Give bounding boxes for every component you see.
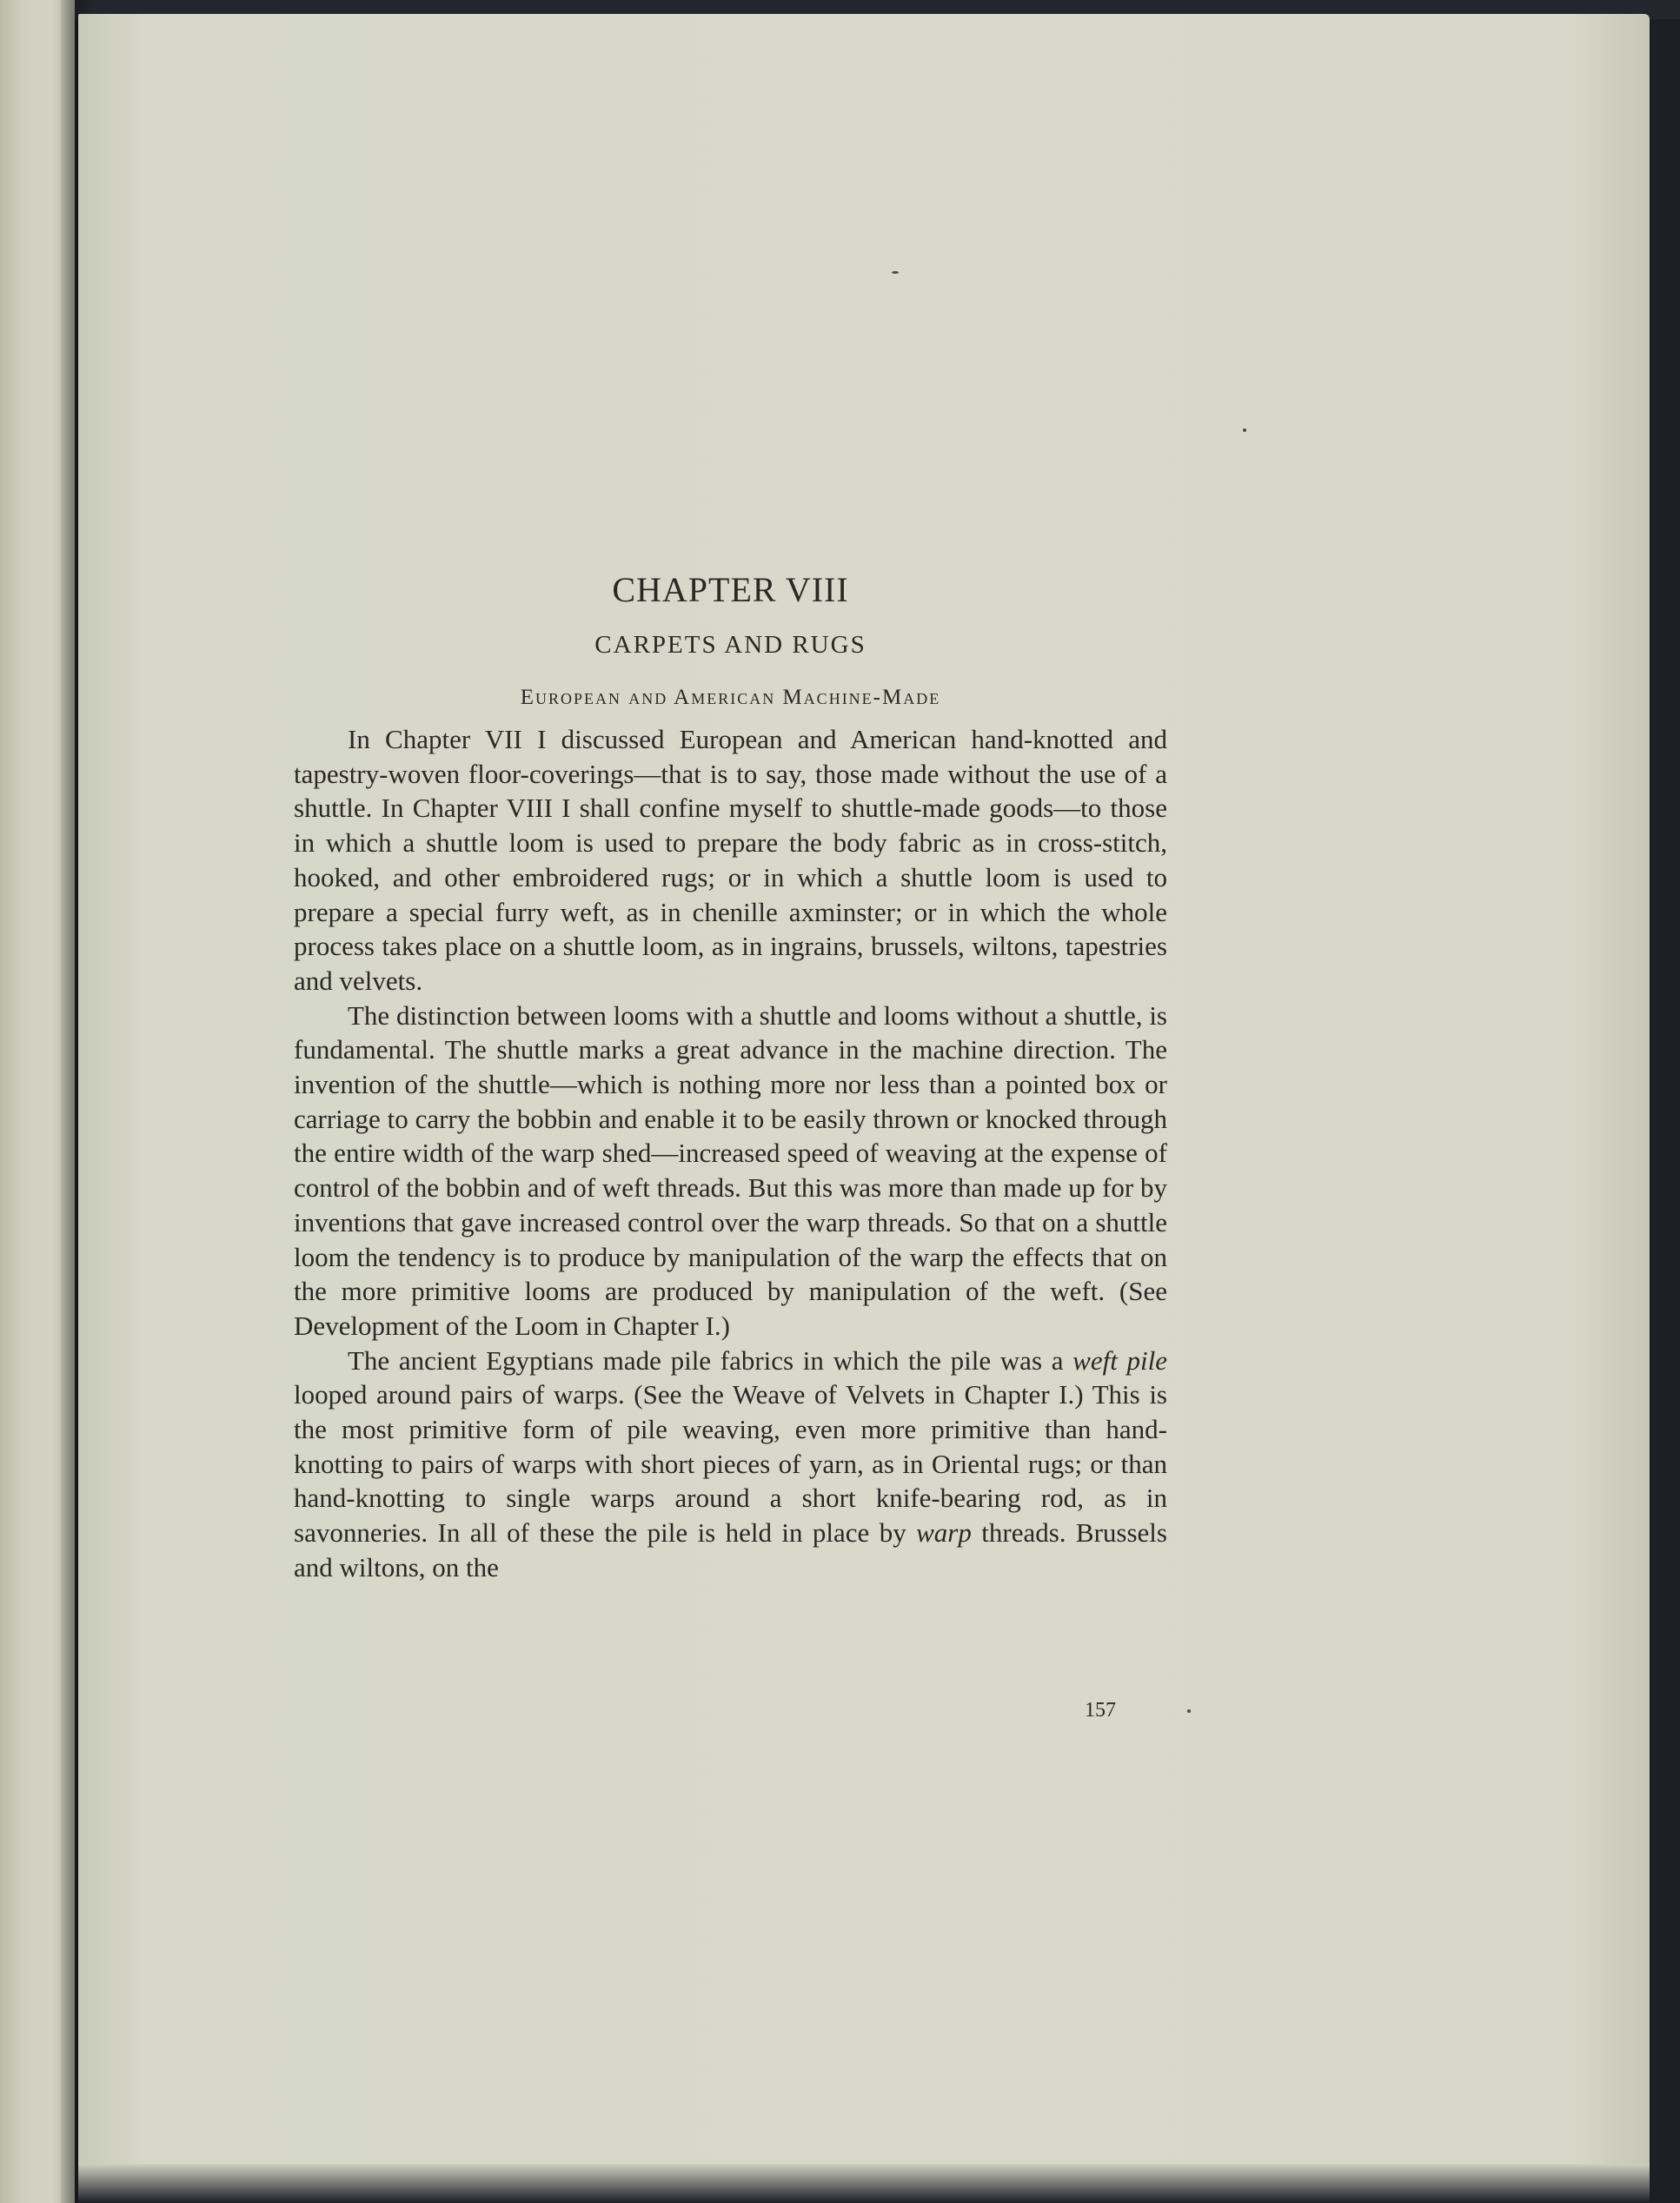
page-bottom-shadow	[78, 2164, 1650, 2203]
paragraph-3-text-b: looped around pairs of warps. (See the Weave of Velvets in Chapter I.) This is the most primitive form of pile weaving, even more primitive than hand-knotting to pairs of warps with short pieces of yarn, as in Oriental rugs; or than hand-knotting to single warps around a short knife-bearing rod, as in savonneries. In all of these the pile is held in place by	[294, 1379, 1167, 1549]
paragraph-1	[294, 722, 1167, 999]
page-number: 157	[1085, 1699, 1116, 1722]
paper-speck	[892, 271, 899, 274]
paragraph-2	[294, 999, 1167, 1344]
paragraph-3	[294, 1344, 1167, 1585]
paper-speck	[1187, 1709, 1191, 1713]
paragraph-1-text: In Chapter VII I discussed European and American hand-knotted and tapestry-woven floor-coverings—that is to say, those made without the use of a shuttle. In Chapter VIII I shall confine myself to shuttle-made goods—to those in which a shuttle loom is used to prepare the body fabric as in cross-stitch, hooked, and other embroidered rugs; or in which a shuttle loom is used to prepare a special furry weft, as in chenille axminster; or in which the whole process takes place on a shuttle loom, as in ingrains, brussels, wiltons, tapestries and velvets.	[294, 724, 1167, 996]
section-title: CARPETS AND RUGS	[594, 631, 867, 659]
paragraph-3-text-c: threads. Brussels and wiltons, on the	[294, 1517, 1167, 1583]
paragraph-2-text: The distinction between looms with a shuttle and looms without a shuttle, is fundamental. The shuttle marks a great advance in the machine direction. The invention of the shuttle—which is nothing more nor less than a pointed box or carriage to carry the bobbin and enable it to be easily thrown or knocked through the entire width of the warp shed—increased speed of weaving at the expense of control of the bobbin and of weft threads. But this was more than made up for by inventions that gave increased control over the warp threads. So that on a shuttle loom the tendency is to produce by manipulation of the warp the effects that on the more primitive looms are produced by manipulation of the weft. (See Development of the Loom in Chapter I.)	[294, 999, 1167, 1341]
italic-term-weft-pile: weft pile	[1072, 1344, 1167, 1376]
page-body	[294, 569, 1167, 1585]
section-subtitle: European and American Machine-Made	[520, 686, 941, 709]
paper-speck	[1243, 428, 1246, 432]
chapter-title: CHAPTER VIII	[612, 570, 849, 609]
paragraph-3-text-a: The ancient Egyptians made pile fabrics in which the pile was a	[348, 1344, 1073, 1376]
italic-term-warp: warp	[916, 1517, 972, 1549]
